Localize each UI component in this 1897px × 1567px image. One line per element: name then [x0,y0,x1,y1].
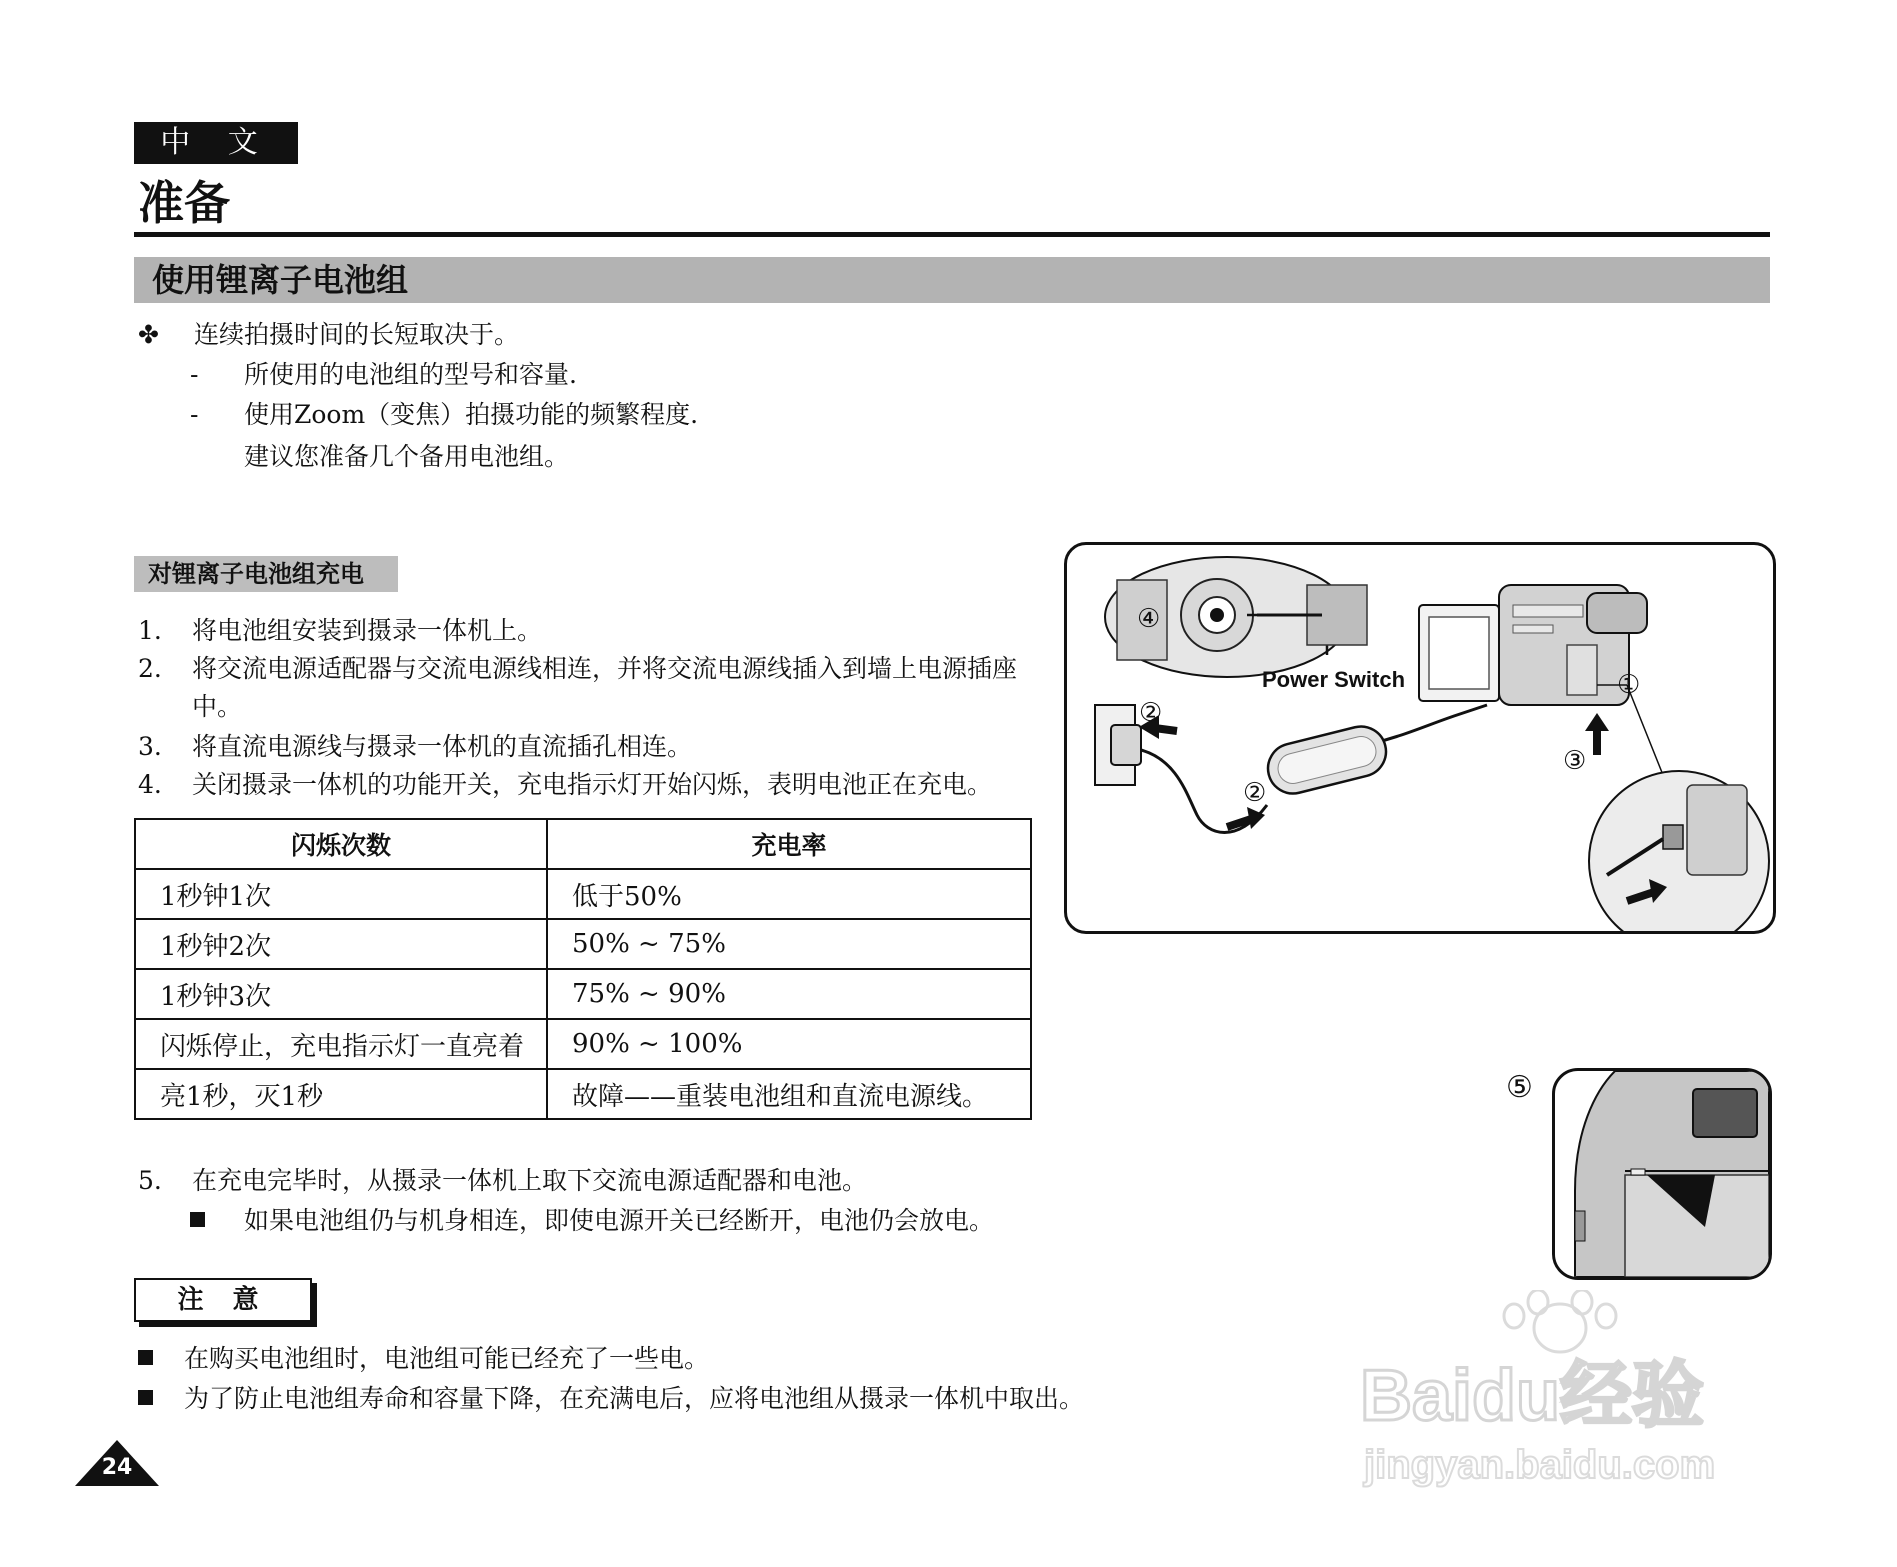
charge-rate-table [134,818,1032,1120]
charging-diagram [1067,545,1773,931]
marker-2: ② [1139,698,1163,728]
marker-2: ② [1243,778,1267,808]
table-row [135,1069,1031,1119]
camcorder-lens-icon [1587,593,1647,633]
intro-dash: - [190,360,199,389]
marker-1: ① [1617,670,1641,700]
note-item: 在购买电池组时，电池组可能已经充了一些电。 [184,1344,710,1373]
intro-bullet-icon: ✤ [138,320,159,349]
square-bullet-icon [138,1390,153,1405]
note-label: 注 意 [134,1278,312,1322]
indicator-illustration [1552,1068,1772,1280]
intro-item: 所使用的电池组的型号和容量. [244,360,577,389]
section-title: 使用锂离子电池组 [152,261,409,299]
marker-3: ③ [1563,746,1587,776]
step-text: 在充电完毕时，从摄录一体机上取下交流电源适配器和电池。 [192,1166,868,1195]
intro-item: 使用Zoom（变焦）拍摄功能的频繁程度. [244,400,699,429]
zoom-leader-line [1627,685,1667,785]
step-text: 将直流电源线与摄录一体机的直流插孔相连。 [192,732,693,761]
side-button-icon [1575,1211,1585,1241]
watermark-logo [1350,1290,1780,1490]
table-cell: 50% ~ 75% [547,919,1031,969]
watermark-url: jingyan.baidu.com [1364,1443,1716,1487]
marker-4: ④ [1137,604,1161,634]
table-row [135,919,1031,969]
charging-illustration [1064,542,1776,934]
table-cell: 低于50% [547,869,1031,919]
camcorder-panel-detail [1513,625,1553,633]
step-text: 将交流电源适配器与交流电源线相连，并将交流电源线插入到墙上电源插座 [192,654,1018,683]
charging-subheading: 对锂离子电池组充电 [148,560,364,588]
intro-dash: - [190,400,199,429]
step-text-continued: 中。 [192,692,243,721]
page-number: 24 [101,1455,133,1480]
table-header-cell: 闪烁次数 [135,819,547,869]
intro-lead: 连续拍摄时间的长短取决于。 [194,320,520,349]
note-item: 为了防止电池组寿命和容量下降，在充满电后，应将电池组从摄录一体机中取出。 [184,1384,1085,1413]
lcd-panel [1429,617,1489,689]
step5-note: 如果电池组仍与机身相连，即使电源开关已经断开，电池仍会放电。 [244,1206,995,1235]
baidu-watermark [1350,1290,1780,1490]
dc-power-cord [1367,705,1487,745]
table-cell: 75% ~ 90% [547,969,1031,1019]
table-row [135,969,1031,1019]
viewfinder-icon [1693,1089,1757,1137]
paw-icon [1504,1290,1616,1352]
step-text: 关闭摄录一体机的功能开关，充电指示灯开始闪烁，表明电池正在充电。 [192,770,993,799]
page-title: 准备 [138,176,230,230]
table-row [135,869,1031,919]
square-bullet-icon [190,1212,205,1227]
camcorder-panel-detail [1513,605,1583,617]
step-number: 1. [138,616,162,645]
camera-side-detail [1687,785,1747,875]
table-cell: 1秒钟1次 [135,869,547,919]
arrow-head-icon [1585,713,1609,731]
table-cell: 90% ~ 100% [547,1019,1031,1069]
square-bullet-icon [138,1350,153,1365]
step-number: 2. [138,654,162,683]
power-switch-label: Power Switch [1262,667,1406,692]
table-cell: 故障——重装电池组和直流电源线。 [547,1069,1031,1119]
ac-adapter-group [1263,721,1392,799]
table-header-row [135,819,1031,869]
charge-indicator-lamp-icon [1631,1169,1645,1175]
battery-pack-icon [1567,645,1597,695]
marker-5: ⑤ [1506,1070,1533,1105]
title-rule [134,232,1770,237]
table-cell: 闪烁停止，充电指示灯一直亮着 [135,1019,547,1069]
dc-jack-icon [1663,825,1683,849]
language-tab: 中 文 [134,122,298,164]
indicator-diagram [1555,1071,1769,1277]
table-header-cell: 充电率 [547,819,1031,869]
intro-advice: 建议您准备几个备用电池组。 [244,442,570,471]
table-cell: 亮1秒，灭1秒 [135,1069,547,1119]
step-number: 5. [138,1166,162,1195]
ac-plug-icon [1111,725,1141,765]
watermark-brand: Baidu经验 [1360,1356,1705,1436]
step-text: 将电池组安装到摄录一体机上。 [192,616,543,645]
step-number: 3. [138,732,162,761]
table-row [135,1019,1031,1069]
step-number: 4. [138,770,162,799]
table-cell: 1秒钟2次 [135,919,547,969]
table-cell: 1秒钟3次 [135,969,547,1019]
power-switch-center-icon [1210,608,1224,622]
